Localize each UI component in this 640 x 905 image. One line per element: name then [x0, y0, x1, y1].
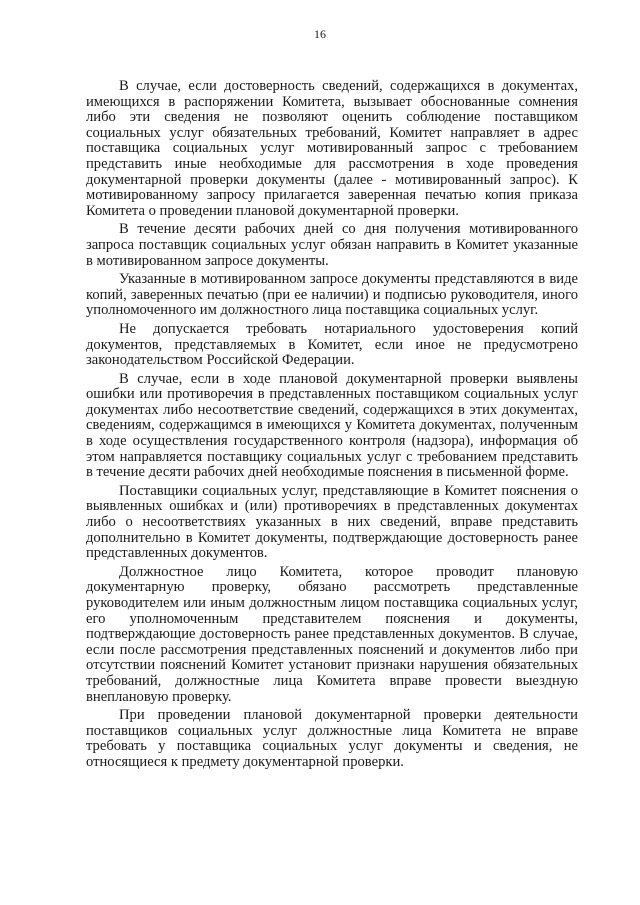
document-body	[86, 79, 578, 774]
paragraph-copies-certification: Указанные в мотивированном запросе документы представляются в виде копий, заверенных печатью (при ее наличии) и подписью руководителя, иного уполномоченного им должностного лица поставщика социальных услуг.	[86, 271, 578, 319]
paragraph-submission-deadline: В течение десяти рабочих дней со дня получения мотивированного запроса поставщик социальных услуг обязан направить в Комитет указанные в мотивированном запросе документы.	[86, 221, 578, 269]
paragraph-request-limits: При проведении плановой документарной проверки деятельности поставщиков социальных услуг должностные лица Комитета не вправе требовать у поставщика социальных услуг документы и сведения, не относящиеся к предмету документарной проверки.	[86, 707, 578, 770]
paragraph-supplier-explanations: Поставщики социальных услуг, представляющие в Комитет пояснения о выявленных ошибках и (или) противоречиях в представленных документах либо о несоответствиях указанных в них сведений, вправе представить дополнительно в Комитет документы, подтверждающие достоверность ранее представленных документов.	[86, 482, 578, 562]
paragraph-errors-found: В случае, если в ходе плановой документарной проверки выявлены ошибки или противоречия в представленных поставщиком социальных услуг документах либо несоответствие сведений, содержащихся в этих документах, сведениям, содержащимся в имеющихся у Комитета документах, полученным в ходе осуществления государственного контроля (надзора), информация об этом направляется поставщику социальных услуг с требованием представить в течение десяти рабочих дней необходимые пояснения в письменной форме.	[86, 370, 578, 481]
paragraph-motivated-request: В случае, если достоверность сведений, содержащихся в документах, имеющихся в распоряжении Комитета, вызывает обоснованные сомнения либо эти сведения не позволяют оценить соблюдение поставщиком социальных услуг обязательных требований, Комитет направляет в адрес поставщика социальных услуг мотивированный запрос с требованием представить иные необходимые для рассмотрения в ходе проведения документарной проверки документы (далее - мотивированный запрос). К мотивированному запросу прилагается заверенная печатью копия приказа Комитета о проведении плановой документарной проверки.	[86, 78, 578, 219]
paragraph-notarization-prohibited: Не допускается требовать нотариального удостоверения копий документов, представляемых в Комитет, если иное не предусмотрено законодательством Российской Федерации.	[86, 320, 578, 369]
paragraph-official-review: Должностное лицо Комитета, которое проводит плановую документарную проверку, обязано рассмотреть представленные руководителем или иным должностным лицом поставщика социальных услуг, его уполномоченным представителем пояснения и документы, подтверждающие достоверность ранее представленных документов. В случае, если после рассмотрения представленных пояснений и документов либо при отсутствии пояснений Комитет установит признаки нарушения обязательных требований, должностные лица Комитета вправе провести выездную внеплановую проверку.	[86, 563, 578, 705]
page-number: 16	[314, 27, 326, 41]
